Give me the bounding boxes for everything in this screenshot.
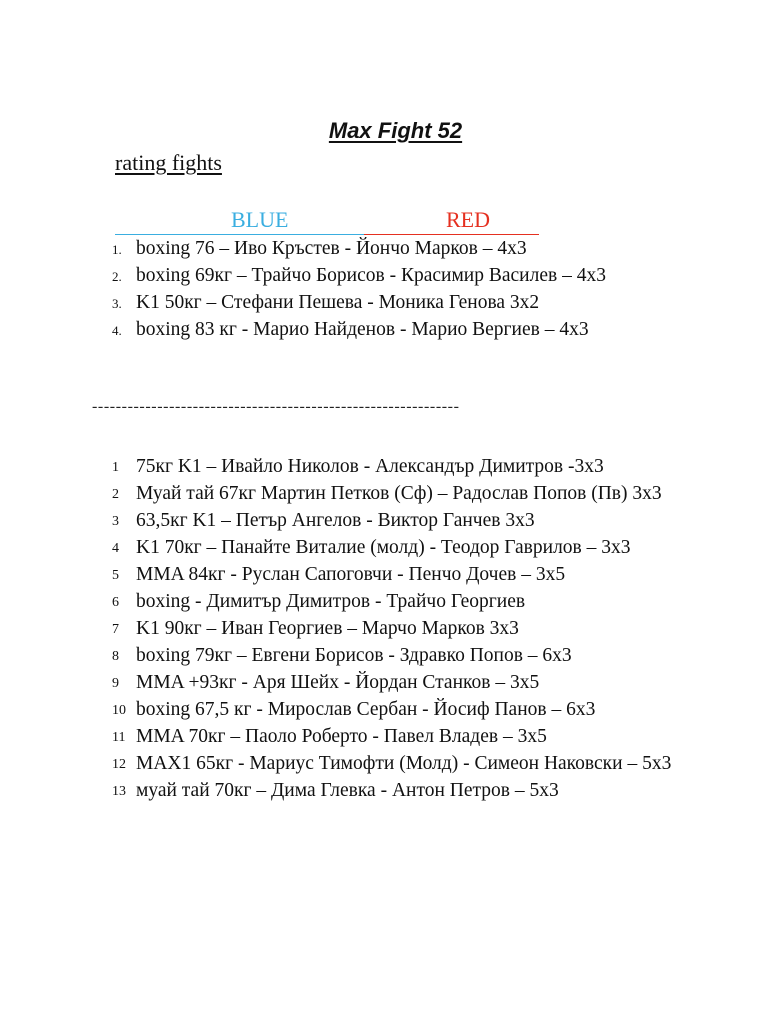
fight-description: 63,5кг K1 – Петър Ангелов - Виктор Ганчев 3x3 (136, 510, 535, 531)
fight-number: 10 (112, 703, 126, 718)
fight-number: 5 (112, 568, 119, 583)
fight-number: 9 (112, 676, 119, 691)
fight-number: 1 (112, 460, 119, 475)
fight-item (112, 480, 678, 507)
fight-item (112, 235, 678, 262)
fight-description: boxing 79кг – Евгени Борисов - Здравко Попов – 6x3 (136, 645, 572, 666)
fight-item (112, 642, 678, 669)
fight-item (112, 723, 678, 750)
fight-item (112, 750, 678, 777)
fight-item (112, 615, 678, 642)
fight-item (112, 561, 678, 588)
fight-description: boxing 69кг – Трайчо Борисов - Красимир Василев – 4x3 (136, 265, 606, 286)
fight-item (112, 588, 678, 615)
fight-item (112, 534, 678, 561)
fight-item (112, 777, 678, 804)
fight-description: MMA 70кг – Паоло Роберто - Павел Владев – 3x5 (136, 726, 547, 747)
fight-number: 4. (112, 323, 122, 338)
fight-item (112, 262, 678, 289)
fight-description: MMA 84кг - Руслан Сапоговчи - Пенчо Дочев – 3x5 (136, 564, 566, 585)
fight-number: 4 (112, 541, 119, 556)
fight-description: муай тай 70кг – Дима Глевка - Антон Петров – 5x3 (136, 780, 559, 801)
fight-number: 2 (112, 487, 119, 502)
fight-description: K1 70кг – Панайте Виталие (молд) - Теодор Гаврилов – 3x3 (136, 537, 631, 558)
fight-number: 7 (112, 622, 119, 637)
section-subtitle: rating fights (115, 150, 222, 175)
blue-corner-label: BLUE (231, 207, 289, 232)
fight-description: K1 90кг – Иван Георгиев – Марчо Марков 3x3 (136, 618, 519, 639)
fight-item (112, 507, 678, 534)
fight-description: boxing - Димитър Димитров - Трайчо Георгиев (136, 591, 526, 612)
fight-description: K1 50кг – Стефани Пешева - Моника Генова 3x2 (136, 292, 540, 313)
fight-number: 2. (112, 269, 122, 284)
fight-description: 75кг K1 – Ивайло Николов - Александър Димитров -3x3 (136, 456, 604, 477)
fight-number: 13 (112, 784, 126, 799)
fight-number: 1. (112, 242, 122, 257)
fight-item (112, 669, 678, 696)
main-fights-list (112, 453, 678, 804)
page-title: Max Fight 52 (328, 118, 463, 143)
fight-number: 11 (112, 730, 126, 745)
fight-description: MMA +93кг - Аря Шейх - Йордан Станков – 3x5 (136, 672, 540, 693)
fight-item (112, 316, 678, 343)
fight-description: boxing 67,5 кг - Мирослав Сербан - Йосиф Панов – 6x3 (136, 699, 596, 720)
fight-item (112, 289, 678, 316)
red-corner-column (364, 206, 539, 235)
fight-number: 12 (112, 757, 126, 772)
fight-number: 3 (112, 514, 119, 529)
rating-fights-list (112, 235, 678, 343)
blue-corner-column (115, 206, 364, 235)
fight-item (112, 453, 678, 480)
corner-header (115, 206, 539, 234)
fight-number: 8 (112, 649, 119, 664)
fight-description: MAX1 65кг - Мариус Тимофти (Молд) - Симеон Наковски – 5x3 (136, 753, 672, 774)
section-divider: -------------------------------------------------------------- (92, 398, 460, 415)
fight-item (112, 696, 678, 723)
fight-number: 3. (112, 296, 122, 311)
fight-description: Муай тай 67кг Мартин Петков (Сф) – Радослав Попов (Пв) 3x3 (136, 483, 662, 504)
fight-description: boxing 76 – Иво Кръстев - Йончо Марков – 4x3 (136, 238, 527, 259)
fight-description: boxing 83 кг - Марио Найденов - Марио Вергиев – 4x3 (136, 319, 589, 340)
fight-number: 6 (112, 595, 119, 610)
red-corner-label: RED (446, 207, 490, 232)
